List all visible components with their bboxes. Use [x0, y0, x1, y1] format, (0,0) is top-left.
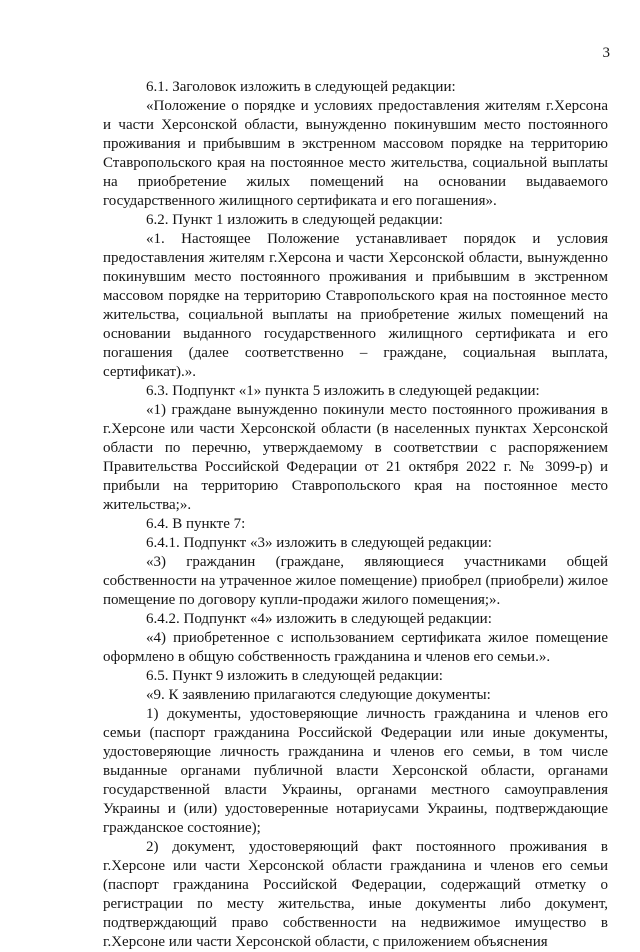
paragraph: «4) приобретенное с использованием сертификата жилое помещение оформлено в общую собственность гражданина и членов его семьи.».	[103, 630, 608, 665]
paragraph: «9. К заявлению прилагаются следующие документы:	[146, 687, 491, 703]
paragraph: 6.4.1. Подпункт «3» изложить в следующей редакции:	[146, 535, 492, 551]
paragraph: 6.3. Подпункт «1» пункта 5 изложить в следующей редакции:	[146, 383, 540, 399]
paragraph: 2) документ, удостоверяющий факт постоянного проживания в г.Херсоне или части Херсонской области гражданина и членов его семьи (паспорт гражданина Российской Федерации, содержащий отметку о регистрации по месту жительства, иные документы либо документ, подтверждающий право собственности на недвижимое имущество в г.Херсоне или части Херсонской области, с приложением объяснения	[103, 839, 608, 950]
paragraph: 6.2. Пункт 1 изложить в следующей редакции:	[146, 212, 443, 228]
page-number: 3	[602, 45, 610, 61]
paragraph: 6.5. Пункт 9 изложить в следующей редакции:	[146, 668, 443, 684]
paragraph: «Положение о порядке и условиях предоставления жителям г.Херсона и части Херсонской области, вынужденно покинувшим место постоянного проживания и прибывшим в экстренном массовом порядке на территорию Ставропольского края на постоянное место жительства, социальной выплаты на приобретение жилых помещений на основании выдаваемого государственного жилищного сертификата и его погашения».	[103, 98, 608, 209]
paragraph: «1) граждане вынужденно покинули место постоянного проживания в г.Херсоне или части Херсонской области (в населенных пунктах Херсонской области по перечню, утверждаемому в соответствии с распоряжением Правительства Российской Федерации от 21 октября 2022 г. № 3099-р) и прибыли на территорию Ставропольского края на постоянное место жительства;».	[103, 402, 608, 513]
paragraph: 6.1. Заголовок изложить в следующей редакции:	[146, 79, 456, 95]
paragraph: 6.4.2. Подпункт «4» изложить в следующей редакции:	[146, 611, 492, 627]
paragraph: 6.4. В пункте 7:	[146, 516, 246, 532]
paragraph: «3) гражданин (граждане, являющиеся участниками общей собственности на утраченное жилое помещение) приобрел (приобрели) жилое помещение по договору купли-продажи жилого помещения;».	[103, 554, 608, 608]
paragraph: «1. Настоящее Положение устанавливает порядок и условия предоставления жителям г.Херсона и части Херсонской области, вынужденно покинувшим место постоянного проживания и прибывшим в экстренном массовом порядке на территорию Ставропольского края на постоянное место жительства, социальной выплаты на приобретение жилых помещений на основании выданного государственного жилищного сертификата и его погашения (далее соответственно – граждане, социальная выплата, сертификат).».	[103, 231, 608, 380]
paragraph: 1) документы, удостоверяющие личность гражданина и членов его семьи (паспорт гражданина Российской Федерации или иные документы, удостоверяющие личность гражданина и членов его семьи, в том числе выданные органами публичной власти Херсонской области, органами государственной власти Украины, органами местного самоуправления Украины и (или) удостоверенные нотариусами Украины, подтверждающие гражданское состояние);	[103, 706, 608, 836]
document-body	[103, 78, 608, 952]
